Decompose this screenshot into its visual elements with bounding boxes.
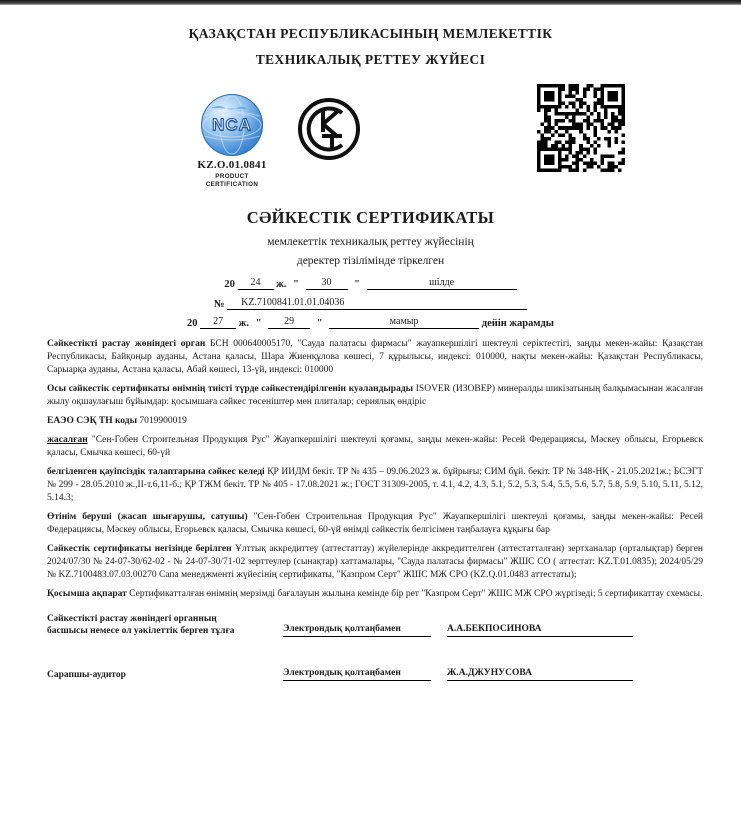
signature-method: Электрондық қолтаңбамен [283, 667, 447, 681]
expiry-date-row: 20 27 ж. " 29 " мамыр дейін жарамды [186, 316, 555, 329]
signatory-name: Ж.А.ДЖУНУСОВА [447, 667, 633, 681]
open-quote: " [255, 318, 262, 329]
close-quote: " [316, 318, 323, 329]
signatory-role: Сәйкестікті растау жөніндегі органның басшысы немесе ол уәкілеттік берген тұлға [47, 614, 235, 636]
paragraph-applicant: Өтінім беруші (жасап шығарушы, сатушы) "Сен-Гобен Строительная Продукция Рус" Жауапкершілігі шектеулі қоғамы, заңды мекен-жайы: Ресей Федерациясы, Мәскеу облысы, Егорьевск қаласы, Смычка көшесі, 60-үй өнімді сәйкестік белгісімен таңбалауға құқығы бар [47, 512, 704, 535]
issue-month-value: шілде [367, 276, 517, 290]
certificate-subtitle-line1: мемлекеттік техникалық реттеу жүйесінің [267, 236, 474, 248]
signatory-name: А.А.БЕКПОСИНОВА [447, 623, 633, 637]
paragraph-eaeu-code: ЕАЭО СЭҚ ТН коды 7019900019 [47, 416, 187, 426]
certificate-body [47, 338, 703, 681]
paragraph-certification-body: Сәйкестікті растау жөніндегі орган БСН 000640005170, "Сауда палатасы фирмасы" жауапкершілігі шектеулі серіктестігі, заңды мекен-жайы: Қазақстан Республикасы, Байқоңыр ауданы, Астана қаласы, Шара Жиенқұлова көшесі, 7 құрылысы, индексі: 010000, нақты мекен-жайы: Қазақстан Республикасы, Сарыарқа ауданы, Астана қаласы, Абай көшесі, 13-үй, индексі: 010000 [47, 339, 704, 375]
expiry-month-value: мамыр [329, 315, 479, 329]
kt-conformity-mark-icon [296, 96, 362, 167]
paragraph-manufacturer: жасалған "Сен-Гобен Строительная Продукция Рус" Жауапкершілігі шектеулі қоғамы, заңды мекен-жайы: Ресей Федерациясы, Мәскеу облысы, Егорьевск қаласы, Смычка көшесі, 60-үй [47, 435, 704, 458]
nca-globe-icon [201, 94, 263, 156]
paragraph-issued-basis: Сәйкестік сертификаты негізінде берілген Ұлттық аккредиттеу (аттестаттау) жүйелерінде аккредиттелген (аттестатталған) зертханалар (орталықтар) берген 2024/07/30 № 24-07-30/62-02 - № 24-07-30/71-02 зерттеулер (сынақтар) хаттамалары, "Сауда палатасы фирмасы" ЖШС СО ( аттестат: KZ.T.01.0835); 2024/05/29 № KZ.7100483.07.03.00270 Сапа менеджменті жүйесінің сертификаты, "Казпром Серт" ЖШС МЖ СРО (KZ.Q.01.0483 аттестаты); [47, 544, 704, 580]
close-quote: " [354, 279, 360, 290]
page-top-edge [0, 0, 741, 5]
signature-method: Электрондық қолтаңбамен [283, 623, 447, 637]
expiry-day-value: 29 [268, 315, 310, 329]
state-system-header-line1: ҚАЗАҚСТАН РЕСПУБЛИКАСЫНЫҢ МЕМЛЕКЕТТІК [188, 26, 553, 41]
signature-row-auditor [47, 667, 703, 681]
signatory-role: Сарапшы-аудитор [47, 670, 126, 680]
paragraph-product-identification: Осы сәйкестік сертификаты өнімнің тиісті түрде сәйкестендірілгенін куәландырады ISOVER (ИЗОВЕР) минералды шикізатының балқымасынан жасалған жылу оқшаулағыш бұйымдар: қосымшаға сәйкес төсеніштер мен плиталар; сериялық өндіріс [47, 384, 704, 407]
number-sign: № [213, 299, 225, 310]
certificate-number-row [0, 296, 741, 310]
nca-accreditation-number: KZ.O.01.0841 [197, 159, 267, 171]
issue-year-value: 24 [238, 276, 274, 290]
nca-letters: NCA [212, 115, 252, 134]
qr-code [537, 84, 625, 172]
nca-accreditation-logo [186, 94, 278, 188]
signature-row-head [47, 613, 703, 637]
paragraph-additional-info: Қосымша ақпарат Сертификатталған өнімнің мерзімді бағалауын жылына кемінде бір рет "Казпром Серт" ЖШС МЖ СРО жүргізеді; 5 сертификаттау схемасы. [47, 589, 703, 599]
issue-day-value: 30 [306, 276, 348, 290]
nca-caption: PRODUCT CERTIFICATION [205, 173, 259, 188]
expiry-year-value: 27 [200, 315, 236, 329]
certificate-number-value: KZ.7100841.01.01.04036 [227, 296, 527, 310]
certificate-title: СӘЙКЕСТІК СЕРТИФИКАТЫ [246, 208, 495, 227]
paragraph-safety-requirements: белгіленген қауіпсіздік талаптарына сәйкес келеді ҚР ИИДМ бекіт. ТР № 435 – 09.06.2023 ж. бұйрығы; СИМ бұй. бекіт. ТР № 348-НҚ - 21.05.2021ж.; БСЭГТ № 299 - 28.05.2010 ж.,II-т.6,11-б.; ҚР ТЖМ бекіт. ТР № 405 - 17.08.2021 ж.; ГОСТ 31309-2005, т. 4.1, 4.2, 4.3, 5.1, 5.2, 5.3, 5.4, 5.5, 5.6, 5.7, 5.8, 5.9, 5.10, 5.11, 5.12, 5.14.3; [47, 467, 704, 503]
open-quote: " [293, 279, 299, 290]
issue-date-row: 20 24 ж. " 30 " шілде [0, 276, 741, 290]
valid-until-label: дейін жарамды [481, 318, 555, 329]
certificate-subtitle-line2: деректер тізілімінде тіркелген [296, 255, 445, 267]
state-system-header-line2: ТЕХНИКАЛЫҚ РЕТТЕУ ЖҮЙЕСІ [255, 52, 486, 67]
